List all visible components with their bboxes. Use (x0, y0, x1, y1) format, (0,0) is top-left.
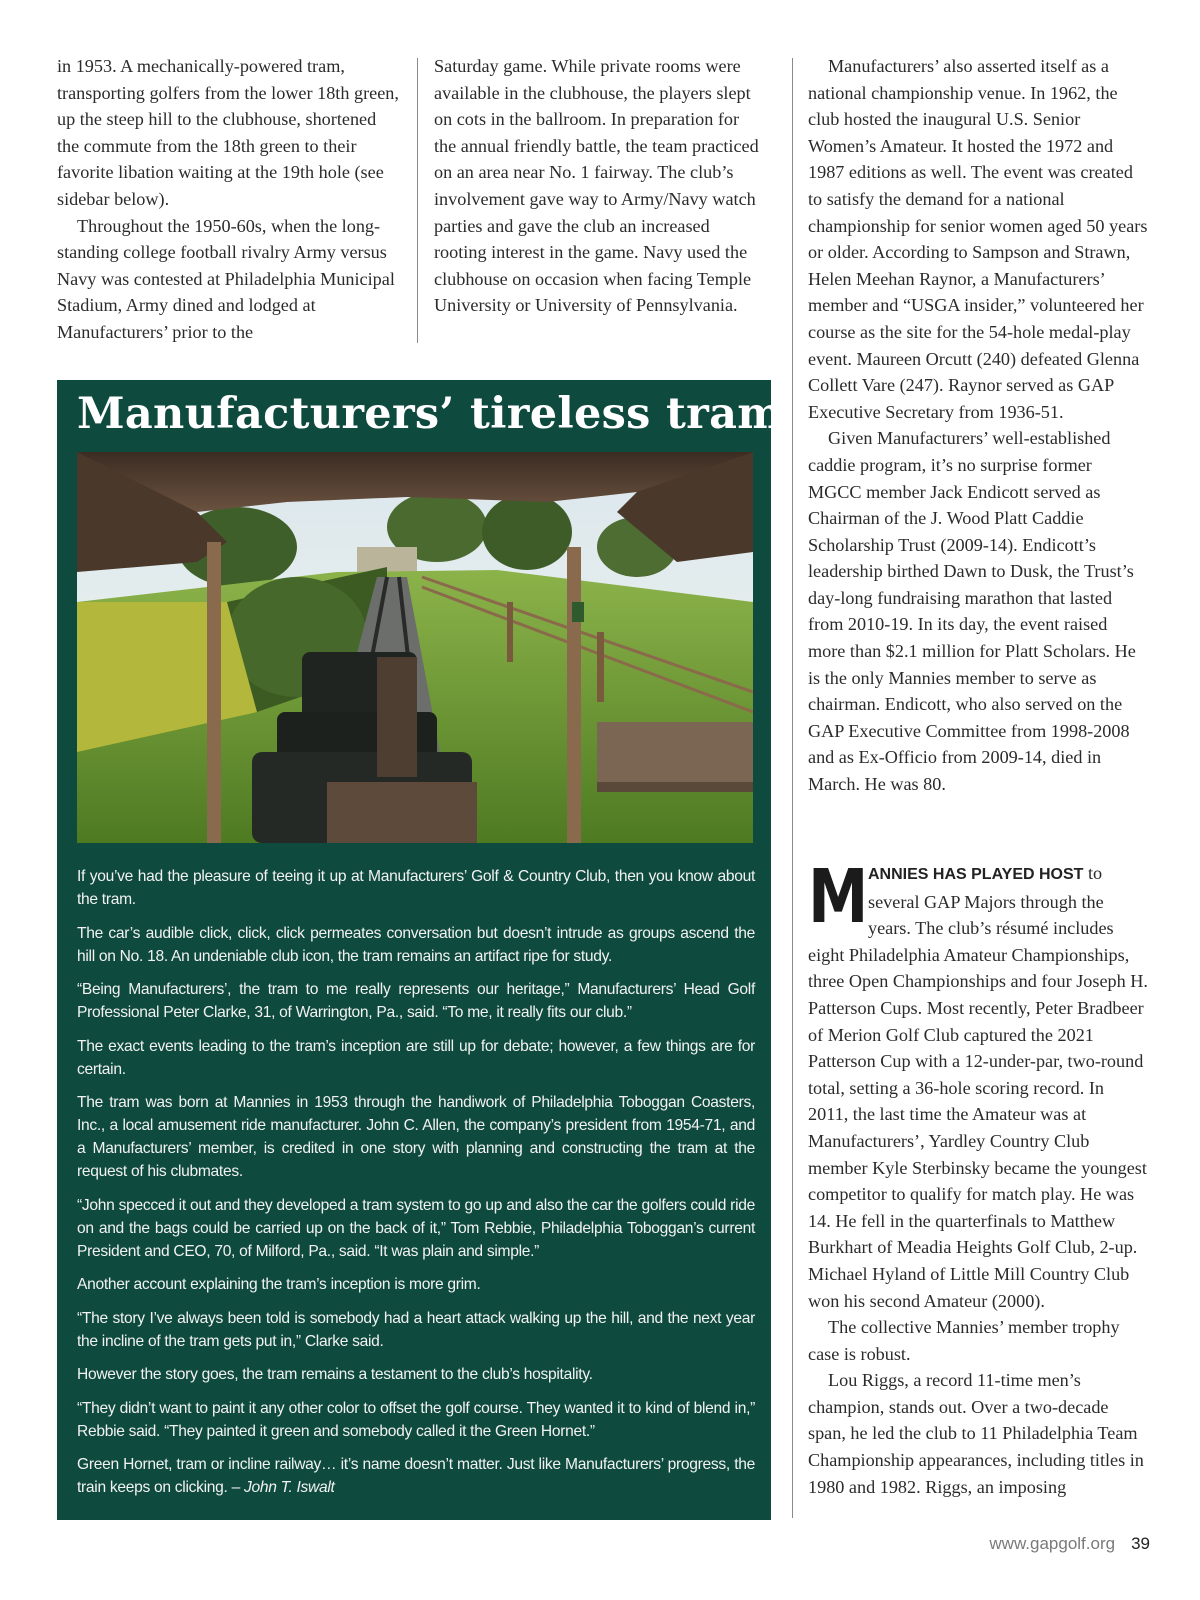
tram-photo (77, 452, 753, 843)
footer-website: www.gapgolf.org (989, 1534, 1116, 1553)
page-number: 39 (1131, 1534, 1150, 1553)
sidebar-paragraph: The tram was born at Mannies in 1953 through the handiwork of Philadelphia Toboggan Coasters, Inc., a local amusement ride manufacturer. John C. Allen, the company’s president from 1954-71, and a Manufacturers’ member, is credited in one story with planning and constructing the tram at the request of his clubmates. (77, 1094, 755, 1180)
column1-paragraph-2: Throughout the 1950-60s, when the long-standing college football rivalry Army versus Navy was contested at Philadelphia Municipal Stadium, Army dined and lodged at Manufacturers’ prior to the (57, 215, 395, 342)
column3-paragraph-4: The collective Mannies’ member trophy case is robust. (808, 1317, 1120, 1364)
section-lead-paragraph (808, 854, 1148, 1314)
column-divider-2 (792, 58, 793, 1518)
sidebar-paragraph: “Being Manufacturers’, the tram to me really represents our heritage,” Manufacturers’ Head Golf Professional Peter Clarke, 31, of Warrington, Pa., said. “To me, it really fits our club.” (77, 981, 755, 1021)
article-column-3 (808, 53, 1148, 798)
sidebar-last-text: Green Hornet, tram or incline railway… it’s name doesn’t matter. Just like Manufacturers’ progress, the train keeps on clicking. – (77, 1456, 755, 1496)
section-lead-text: to several GAP Majors through the years. The club’s résumé includes eight Philadelphia Amateur Championships, three Open Championships and four Joseph H. Patterson Cups. Most recently, Peter Bradbeer of Merion Golf Club captured the 2021 Patterson Cup with a 12-under-par, two-round total, setting a 36-hole scoring record. In 2011, the last time the Amateur was at Manufacturers’, Yardley Country Club member Kyle Sterbinsky became the youngest competitor to qualify for match play. He was 14. He fell in the quarterfinals to Matthew Burkhart of Meadia Heights Golf Club, 2-up. Michael Hyland of Little Mill Country Club won his second Amateur (2000). (808, 863, 1148, 1311)
article-column-2 (434, 53, 764, 319)
page-footer (989, 1534, 1150, 1554)
sidebar-paragraph: However the story goes, the tram remains a testament to the club’s hospitality. (77, 1366, 593, 1383)
column3-paragraph-1: Manufacturers’ also asserted itself as a national championship venue. In 1962, the club hosted the inaugural U.S. Senior Women’s Amateur. It hosted the 1972 and 1987 editions as well. The event was created to satisfy the demand for a national championship for senior women aged 50 years or older. According to Sampson and Strawn, Helen Meehan Raynor, a Manufacturers’ member and “USGA insider,” volunteered her course as the site for the 54-hole medal-play event. Maureen Orcutt (240) defeated Glenna Collett Vare (247). Raynor served as GAP Executive Secretary from 1936-51. (808, 56, 1148, 422)
sidebar-paragraph: The exact events leading to the tram’s inception are still up for debate; however, a few things are for certain. (77, 1037, 755, 1078)
sidebar-body (77, 865, 755, 1510)
column1-paragraph-1: in 1953. A mechanically-powered tram, transporting golfers from the lower 18th green, up the steep hill to the clubhouse, shortened the commute from the 18th green to their favorite libation waiting at the 19th hole (see sidebar below). (57, 56, 399, 209)
sidebar-paragraph: The car’s audible click, click, click permeates conversation but doesn’t intrude as groups ascend the hill on No. 18. An undeniable club icon, the tram remains an artifact ripe for study. (77, 924, 755, 965)
column2-paragraph-1: Saturday game. While private rooms were available in the clubhouse, the players slept on cots in the ballroom. In preparation for the annual friendly battle, the team practiced on an area near No. 1 fairway. The club’s involvement gave way to Army/Navy watch parties and gave the club an increased rooting interest in the game. Navy used the clubhouse on occasion when facing Temple University or University of Pennsylvania. (434, 56, 759, 316)
column-divider-1 (417, 58, 418, 343)
column3-paragraph-5: Lou Riggs, a record 11-time men’s champion, stands out. Over a two-decade span, he led the club to 11 Philadelphia Team Championship appearances, including titles in 1980 and 1982. Riggs, an imposing (808, 1370, 1144, 1497)
sidebar-last-paragraph (77, 1453, 755, 1499)
sidebar-box (57, 380, 784, 1520)
sidebar-paragraph: “They didn’t want to paint it any other color to offset the golf course. They wanted it to kind of blend in,” Rebbie said. “They painted it green and somebody called it the Green Hornet.” (77, 1399, 755, 1440)
sidebar-title: Manufacturers’ tireless tram (77, 389, 784, 439)
author-byline: John T. Iswalt (244, 1479, 335, 1496)
sidebar-paragraph: Another account explaining the tram’s inception is more grim. (77, 1276, 481, 1293)
column3-paragraph-2: Given Manufacturers’ well-established caddie program, it’s no surprise former MGCC member Jack Endicott served as Chairman of the J. Wood Platt Caddie Scholarship Trust (2009-14). Endicott’s leadership birthed Dawn to Dusk, the Trust’s day-long fundraising marathon that lasted from 2010-19. In its day, the event raised more than $2.1 million for Platt Scholars. He is the only Mannies member to serve as chairman. Endicott, who also served on the GAP Executive Committee from 1998-2008 and as Ex-Officio from 2009-14, died in March. He was 80. (808, 428, 1136, 795)
section-lead-in: ANNIES HAS PLAYED HOST (868, 866, 1084, 883)
drop-cap: M (808, 854, 869, 940)
article-column-3-section (808, 854, 1148, 1500)
article-column-1 (57, 53, 400, 346)
sidebar-paragraph: “The story I’ve always been told is somebody had a heart attack walking up the hill, and the next year the incline of the tram gets put in,” Clarke said. (77, 1309, 755, 1350)
sidebar-paragraph: If you’ve had the pleasure of teeing it up at Manufacturers’ Golf & Country Club, then you know about the tram. (77, 868, 755, 908)
sidebar-paragraph: “John specced it out and they developed a tram system to go up and also the car the golfers could ride on and the bags could be carried up on the back of it,” Tom Rebbie, Philadelphia Toboggan’s current President and CEO, 70, of Milford, Pa., said. “It was plain and simple.” (77, 1196, 755, 1260)
